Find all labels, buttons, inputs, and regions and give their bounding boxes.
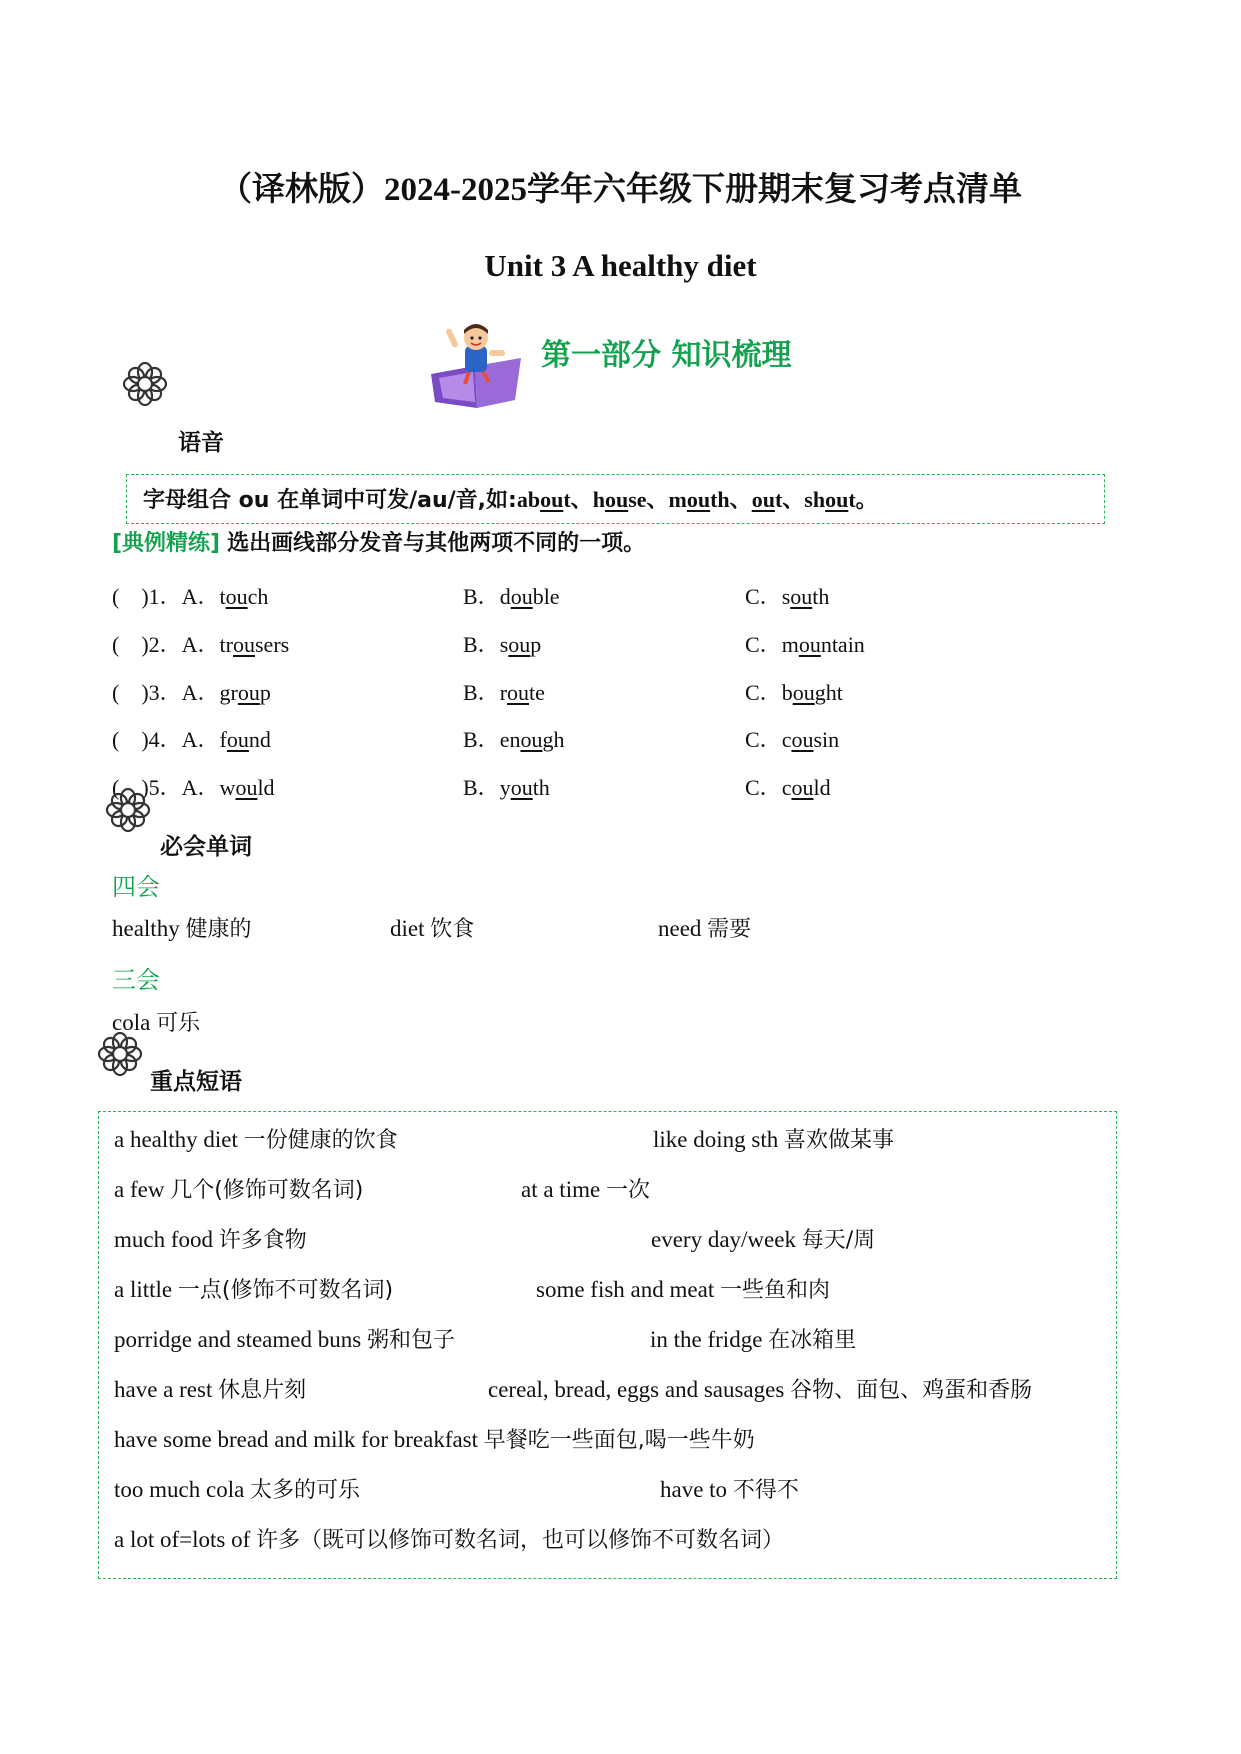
question-number: ( )3．A． — [112, 680, 220, 705]
option-label: C． — [745, 727, 782, 752]
vocab-item: healthy 健康的 — [112, 916, 252, 942]
question-option-b — [463, 628, 541, 659]
separator: 、 — [782, 488, 805, 513]
question-option-a — [112, 676, 271, 707]
option-b-word: soup — [499, 632, 542, 657]
option-a-word: trousers — [219, 632, 290, 657]
question-option-c — [745, 676, 843, 707]
example-word: out — [751, 487, 783, 512]
phrase-item: have some bread and milk for breakfast 早餐吃一些面包,喝一些牛奶 — [114, 1427, 755, 1453]
option-label: C． — [745, 632, 782, 657]
option-b-word: double — [499, 584, 560, 609]
option-c-word: mountain — [781, 632, 865, 657]
option-b-word: enough — [499, 727, 565, 752]
question-option-b — [463, 771, 550, 802]
phrase-item: some fish and meat 一些鱼和肉 — [536, 1277, 830, 1303]
option-label: B． — [463, 632, 500, 657]
three-skill-label: 三会 — [112, 966, 160, 994]
phrase-item: a few 几个(修饰可数名词) — [114, 1177, 364, 1203]
phonics-heading: 语音 — [178, 430, 224, 456]
option-label: C． — [745, 775, 782, 800]
separator: 、 — [729, 488, 752, 513]
vocabulary-heading: 必会单词 — [160, 834, 252, 860]
phonics-rule — [143, 483, 878, 514]
phonics-rule-box — [126, 474, 1105, 524]
option-c-word: bought — [781, 680, 843, 705]
option-label: B． — [463, 680, 500, 705]
question-number: ( )5．A． — [112, 775, 220, 800]
option-a-word: found — [219, 727, 271, 752]
question-number: ( )1．A． — [112, 584, 220, 609]
question-option-b — [463, 723, 564, 754]
question-option-b — [463, 580, 560, 611]
option-label: B． — [463, 727, 500, 752]
phrase-item: cereal, bread, eggs and sausages 谷物、面包、鸡蛋和香肠 — [488, 1377, 1033, 1403]
exercise-instruction: 选出画线部分发音与其他两项不同的一项。 — [227, 531, 646, 556]
question-option-a — [112, 628, 289, 659]
separator: 、 — [646, 488, 669, 513]
phrase-item: porridge and steamed buns 粥和包子 — [114, 1327, 455, 1353]
part-title: 第一部分 知识梳理 — [541, 338, 792, 373]
phrase-item: at a time 一次 — [521, 1177, 650, 1203]
example-word: mouth — [668, 487, 730, 512]
option-label: C． — [745, 584, 782, 609]
flower-icon — [96, 1030, 144, 1078]
four-skill-label: 四会 — [112, 873, 160, 901]
rule-prefix: 字母组合 ou 在单词中可发/au/音,如: — [143, 488, 517, 513]
phrase-item: every day/week 每天/周 — [651, 1227, 876, 1253]
phrase-item: a little 一点(修饰不可数名词) — [114, 1277, 394, 1303]
phrase-item: have a rest 休息片刻 — [114, 1377, 307, 1403]
option-a-word: would — [219, 775, 275, 800]
example-word: about — [516, 487, 571, 512]
question-option-a — [112, 580, 268, 611]
phrase-item: a lot of=lots of 许多（既可以修饰可数名词，也可以修饰不可数名词） — [114, 1527, 785, 1553]
example-word: house — [592, 487, 647, 512]
option-c-word: could — [781, 775, 831, 800]
flower-icon — [121, 360, 169, 408]
question-option-c — [745, 771, 831, 802]
phrase-item: in the fridge 在冰箱里 — [650, 1327, 857, 1353]
unit-title: Unit 3 A healthy diet — [484, 248, 757, 283]
option-a-word: touch — [219, 584, 269, 609]
phrase-item: a healthy diet 一份健康的饮食 — [114, 1127, 398, 1153]
option-c-word: cousin — [781, 727, 840, 752]
question-option-c — [745, 723, 839, 754]
phrase-item: like doing sth 喜欢做某事 — [653, 1127, 894, 1153]
exercise-header — [112, 526, 645, 557]
option-a-word: group — [219, 680, 271, 705]
phrases-heading: 重点短语 — [150, 1069, 242, 1095]
option-label: B． — [463, 584, 500, 609]
option-c-word: south — [781, 584, 830, 609]
vocab-item: diet 饮食 — [390, 916, 475, 942]
option-label: C． — [745, 680, 782, 705]
reading-boy-icon — [425, 322, 529, 410]
question-option-c — [745, 628, 865, 659]
flower-icon — [104, 786, 152, 834]
option-label: B． — [463, 775, 500, 800]
vocab-item: cola 可乐 — [112, 1010, 201, 1036]
phrase-item: have to 不得不 — [660, 1477, 799, 1503]
question-number: ( )2．A． — [112, 632, 220, 657]
rule-examples — [517, 487, 878, 512]
question-option-a — [112, 723, 271, 754]
example-word: shout — [804, 487, 856, 512]
option-b-word: youth — [499, 775, 550, 800]
question-number: ( )4．A． — [112, 727, 220, 752]
vocab-item: need 需要 — [658, 916, 752, 942]
question-option-c — [745, 580, 829, 611]
phrase-item: much food 许多食物 — [114, 1227, 307, 1253]
exercise-tag: [典例精练] — [112, 531, 221, 556]
option-b-word: route — [499, 680, 545, 705]
page-title: （译林版）2024-2025学年六年级下册期末复习考点清单 — [219, 172, 1022, 208]
rule-end: 。 — [855, 488, 878, 513]
question-option-b — [463, 676, 545, 707]
separator: 、 — [570, 488, 593, 513]
phrase-item: too much cola 太多的可乐 — [114, 1477, 361, 1503]
